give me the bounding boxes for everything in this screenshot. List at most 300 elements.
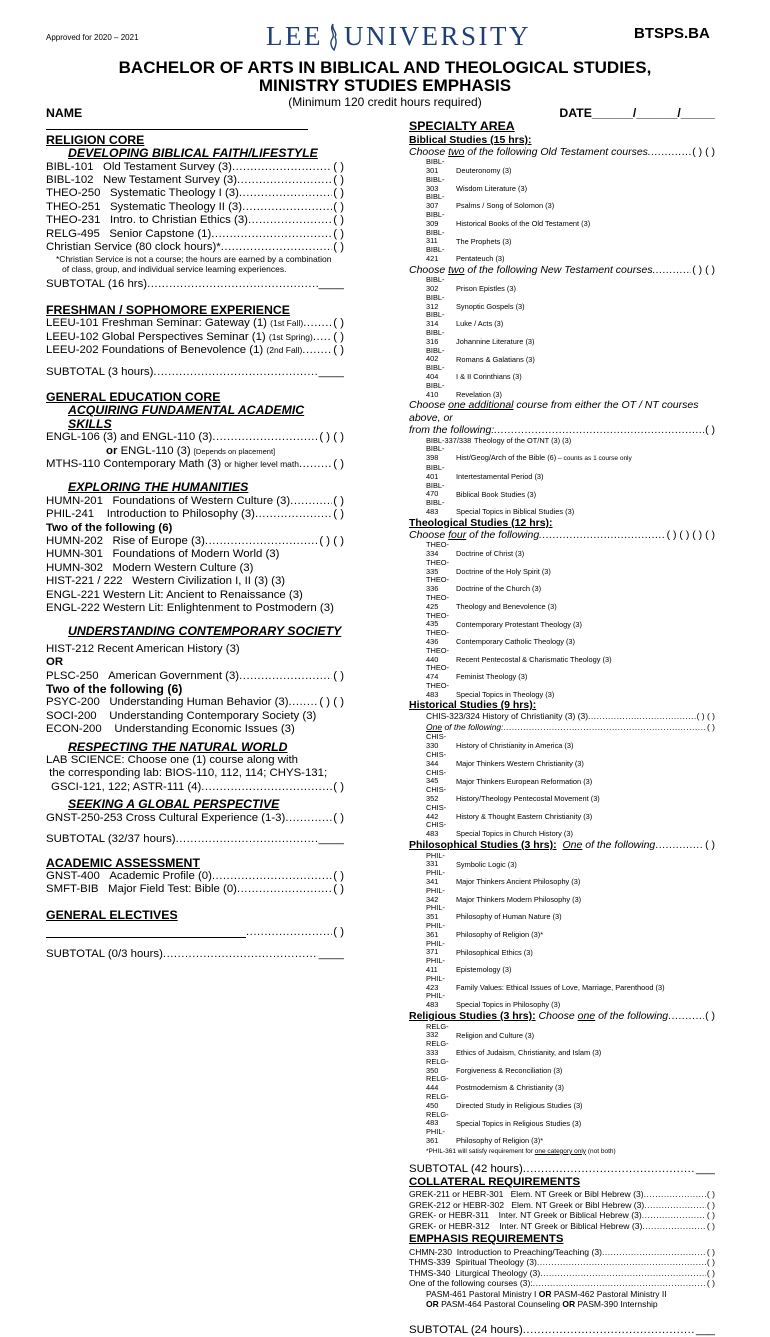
checkbox-slot: ( ) bbox=[706, 1278, 715, 1289]
course-title: The Prophets (3) bbox=[456, 236, 512, 246]
course-option bbox=[426, 804, 715, 822]
course-code: BIBL-303 bbox=[426, 174, 445, 193]
course-option bbox=[426, 329, 715, 347]
course-code: BIBL-398 bbox=[426, 444, 445, 463]
christian-service-note: *Christian Service is not a course; the hours are earned by a combination bbox=[56, 254, 332, 265]
course-title: Contemporary Protestant Theology (3) bbox=[456, 619, 582, 629]
course-row[interactable] bbox=[46, 174, 344, 187]
course-option bbox=[426, 311, 715, 329]
checkbox-slot: ( ) bbox=[706, 1220, 715, 1231]
course-row[interactable] bbox=[46, 214, 344, 227]
approval-note: Approved for 2020 – 2021 bbox=[46, 33, 139, 42]
course-option bbox=[426, 1111, 715, 1129]
course-option bbox=[426, 382, 715, 400]
course-label bbox=[46, 344, 302, 357]
ot-choose[interactable]: Choose two of the following Old Testament courses ..... ( ) ( ) bbox=[409, 146, 715, 158]
lab-line-2: the corresponding lab: BIOS-110, 112, 114; CHYS-131; bbox=[46, 767, 328, 780]
requirement-label: One of the following courses (3): bbox=[409, 1278, 533, 1289]
course-title: Deuteronomy (3) bbox=[456, 166, 512, 176]
course-label bbox=[46, 228, 211, 241]
humanities-option: ENGL-222 Western Lit: Enlightenment to Postmodern (3) bbox=[46, 602, 334, 614]
humanities-option: HUMN-302 Modern Western Culture (3) bbox=[46, 561, 254, 574]
humanities-option: ENGL-221 Western Lit: Ancient to Renaissance (3) bbox=[46, 588, 303, 601]
leader-dots bbox=[239, 187, 332, 200]
course-title: New Testament Survey (3) bbox=[103, 174, 237, 187]
semester-note: (1st Spring) bbox=[268, 331, 313, 342]
hist-req-row[interactable]: CHIS-323/324 History of Christianity (3) (3) ..... ( ) ( ) bbox=[409, 711, 715, 722]
course-title: Ethics of Judaism, Christianity, and Islam (3) bbox=[456, 1047, 602, 1057]
course-title: Theology of the OT/NT (3) (3) bbox=[474, 435, 572, 445]
or-label: OR bbox=[46, 656, 64, 669]
course-title: Recent Pentecostal & Charismatic Theology (3) bbox=[456, 654, 612, 664]
course-code: LEEU-102 bbox=[46, 330, 99, 343]
course-option bbox=[426, 922, 715, 940]
course-label bbox=[46, 187, 239, 200]
course-option bbox=[426, 612, 715, 630]
religion-core-subtotal[interactable]: SUBTOTAL (16 hrs) ..... ____ bbox=[46, 278, 344, 291]
course-note: – counts as 1 course only bbox=[556, 455, 632, 463]
course-label bbox=[46, 331, 313, 344]
hist-list bbox=[409, 733, 715, 839]
course-title: Special Topics in Church History (3) bbox=[456, 829, 573, 839]
course-option bbox=[426, 229, 715, 247]
course-row[interactable] bbox=[46, 161, 344, 174]
course-code: CHIS-442 bbox=[426, 802, 447, 821]
course-option bbox=[426, 499, 715, 517]
course-code: THEO-231 bbox=[46, 214, 101, 227]
checkbox-slot: ( ) bbox=[333, 241, 344, 254]
date-label: DATE bbox=[559, 106, 592, 120]
course-title: Foundations of Benevolence (1) bbox=[101, 344, 264, 357]
course-code: CHIS-344 bbox=[426, 750, 447, 768]
course-title: Historical Books of the Old Testament (3) bbox=[456, 218, 591, 228]
nt-choose[interactable]: Choose two of the following New Testament courses ..... ( ) ( ) bbox=[409, 264, 715, 276]
course-title: Philosophy of Religion (3)* bbox=[456, 929, 544, 939]
electives-subtotal[interactable]: SUBTOTAL (0/3 hours) ..... ____ bbox=[46, 948, 344, 961]
course-row[interactable] bbox=[46, 201, 344, 214]
course-option bbox=[426, 445, 715, 464]
name-label: NAME bbox=[46, 106, 83, 120]
course-code: PHIL-342 bbox=[426, 885, 445, 904]
course-option bbox=[426, 957, 715, 975]
leader-dots bbox=[302, 344, 332, 357]
course-option bbox=[426, 940, 715, 958]
ot-list bbox=[409, 158, 715, 264]
course-code: BIBL-470 bbox=[426, 480, 445, 499]
course-title: Postmodernism & Christianity (3) bbox=[456, 1083, 565, 1093]
specialty-subtotal[interactable]: SUBTOTAL (42 hours) ..... ___ bbox=[409, 1163, 715, 1176]
requirement-label: GREK-211 or HEBR-301 Elem. NT Greek or Bibl Hebrew (3) bbox=[409, 1189, 644, 1200]
course-option bbox=[426, 786, 715, 804]
course-option bbox=[426, 1023, 715, 1041]
course-label bbox=[46, 174, 237, 187]
course-label bbox=[46, 214, 248, 227]
humn201-row[interactable]: HUMN-201 Foundations of Western Culture (3) ..... ( ) bbox=[46, 495, 344, 508]
leader-dots bbox=[644, 1200, 706, 1211]
electives-heading: GENERAL ELECTIVES bbox=[46, 907, 178, 922]
philosophical-row[interactable]: Philosophical Studies (3 hrs): One of the following ..... ( ) bbox=[409, 839, 715, 852]
course-code: THEO-336 bbox=[426, 575, 449, 594]
soci200-row: SOCI-200 Understanding Contemporary Society (3) bbox=[46, 709, 317, 722]
requirement-row[interactable] bbox=[409, 1189, 715, 1200]
two-of-following: Two of the following (6) bbox=[46, 521, 173, 534]
course-title: Romans & Galatians (3) bbox=[456, 354, 535, 364]
leader-dots bbox=[644, 1189, 706, 1200]
course-code: BIBL-316 bbox=[426, 327, 445, 346]
checkbox-slot: ( ) bbox=[706, 1257, 715, 1268]
checkbox-slot: ( ) bbox=[706, 1210, 715, 1221]
checkbox-slot: ( ) bbox=[333, 214, 344, 227]
name-field[interactable] bbox=[46, 107, 344, 134]
page-title: BACHELOR OF ARTS IN BIBLICAL AND THEOLOGICAL STUDIES, bbox=[118, 58, 652, 77]
christian-service-note-2: of class, group, and individual service learning experiences. bbox=[62, 264, 287, 275]
requirement-row[interactable] bbox=[409, 1247, 715, 1258]
date-field[interactable]: DATE______/______/_____ bbox=[559, 106, 715, 120]
leader-dots bbox=[242, 201, 332, 214]
checkbox-slot: ( ) bbox=[333, 344, 344, 357]
plsc250-row[interactable]: PLSC-250 American Government (3) ..... ( ) bbox=[46, 670, 344, 683]
course-option bbox=[426, 193, 715, 211]
requirement-label: GREK-212 or HEBR-302 Elem. NT Greek or Bibl Hebrew (3) bbox=[409, 1199, 645, 1210]
course-option bbox=[426, 992, 715, 1010]
religion-core-list bbox=[46, 161, 344, 255]
leader-dots bbox=[642, 1221, 705, 1232]
course-option bbox=[426, 629, 715, 647]
natural-world-heading: RESPECTING THE NATURAL WORLD bbox=[68, 739, 288, 754]
checkbox-slot: ( ) bbox=[333, 227, 344, 240]
lab-line-1: LAB SCIENCE: Choose one (1) course along with bbox=[46, 754, 298, 767]
course-code: LEEU-202 bbox=[46, 344, 99, 357]
gened-heading: GENERAL EDUCATION CORE bbox=[46, 389, 221, 404]
course-title: Philosophy of Human Nature (3) bbox=[456, 912, 562, 922]
academic-list bbox=[46, 870, 344, 897]
course-option bbox=[426, 437, 715, 446]
course-option bbox=[426, 464, 715, 482]
emphasis-subtotal[interactable]: SUBTOTAL (24 hours) ..... ___ bbox=[409, 1324, 715, 1337]
requirement-label: GREK- or HEBR-312 Inter. NT Greek or Biblical Hebrew (3) bbox=[409, 1220, 643, 1231]
requirement-row[interactable] bbox=[409, 1200, 715, 1211]
course-title: Wisdom Literature (3) bbox=[456, 183, 528, 193]
theo-choose[interactable]: Choose four of the following ..... ( ) ( ) ( ) ( ) bbox=[409, 529, 715, 541]
checkbox-slot: ( ) bbox=[706, 1246, 715, 1257]
course-title: Special Topics in Philosophy (3) bbox=[456, 1000, 561, 1010]
course-code: PHIL-351 bbox=[426, 903, 445, 922]
humanities-heading: EXPLORING THE HUMANITIES bbox=[68, 480, 249, 495]
course-code: CHIS-483 bbox=[426, 820, 447, 839]
mths-row[interactable]: MTHS-110 Contemporary Math (3) or higher level math ..... ( ) bbox=[46, 458, 344, 471]
course-code: PHIL-361 bbox=[426, 921, 445, 939]
specialty-heading: SPECIALTY AREA bbox=[409, 119, 515, 134]
course-option bbox=[426, 733, 715, 751]
requirement-row[interactable] bbox=[409, 1221, 715, 1232]
course-title: Psalms / Song of Solomon (3) bbox=[456, 201, 555, 211]
course-code: BIBL-302 bbox=[426, 275, 445, 293]
skills-heading: ACQUIRING FUNDAMENTAL ACADEMIC SKILLS bbox=[68, 403, 305, 431]
checkbox-slot: ( ) bbox=[333, 174, 344, 187]
course-title: Doctrine of the Holy Spirit (3) bbox=[456, 566, 551, 576]
course-title: Family Values: Ethical Issues of Love, Marriage, Parenthood (3) bbox=[456, 982, 665, 992]
course-code: THEO-250 bbox=[46, 187, 101, 200]
course-code: BIBL-307 bbox=[426, 192, 445, 211]
historical-heading: Historical Studies (9 hrs): bbox=[409, 699, 537, 712]
course-code: BIBL-410 bbox=[426, 380, 445, 399]
course-option bbox=[426, 1075, 715, 1093]
course-title: Systematic Theology I (3) bbox=[109, 187, 239, 200]
course-title: Theology and Benevolence (3) bbox=[456, 601, 557, 611]
hist-one-row[interactable]: One of the following: ..... ( ) bbox=[409, 722, 715, 733]
course-code: BIBL-301 bbox=[426, 157, 445, 176]
two-of-following-2: Two of the following (6) bbox=[46, 682, 183, 697]
course-title: Epistemology (3) bbox=[456, 965, 512, 974]
course-title: Forgiveness & Reconciliation (3) bbox=[456, 1065, 563, 1075]
phil241-row[interactable]: PHIL-241 Introduction to Philosophy (3) ..... ( ) bbox=[46, 508, 344, 521]
leader-dots bbox=[232, 161, 332, 174]
course-code: CHIS-352 bbox=[426, 785, 447, 804]
requirement-label: THMS-339 Spiritual Theology (3) bbox=[409, 1257, 537, 1268]
gnst-row[interactable]: GNST-250-253 Cross Cultural Experience (1-3) ..... ( ) bbox=[46, 812, 344, 825]
course-title: Major Thinkers Modern Philosophy (3) bbox=[456, 894, 582, 904]
course-title: Philosophical Ethics (3) bbox=[456, 947, 533, 957]
course-code: BIBL-314 bbox=[426, 310, 445, 329]
course-title: Luke / Acts (3) bbox=[456, 319, 504, 329]
course-code: CHIS-345 bbox=[426, 767, 447, 786]
course-code: LEEU-101 bbox=[46, 317, 99, 330]
course-option bbox=[426, 751, 715, 769]
emphasis-list bbox=[409, 1247, 715, 1289]
checkbox-slot: ( ) bbox=[706, 1189, 715, 1200]
course-code: THEO-435 bbox=[426, 610, 449, 629]
logo-text-right: UNIVERSITY bbox=[343, 21, 531, 51]
course-option bbox=[426, 294, 715, 312]
right-column bbox=[409, 107, 715, 1337]
course-option bbox=[426, 246, 715, 264]
course-option bbox=[426, 1093, 715, 1111]
course-code: RELG-333 bbox=[426, 1039, 449, 1057]
checkbox-slot: ( ) bbox=[706, 1267, 715, 1278]
global-heading: SEEKING A GLOBAL PERSPECTIVE bbox=[68, 797, 280, 812]
course-code: CHIS-330 bbox=[426, 732, 447, 751]
leader-dots bbox=[237, 174, 332, 187]
leader-dots bbox=[221, 241, 333, 254]
course-code: Christian Service (80 clock hours)* bbox=[46, 241, 221, 254]
university-logo bbox=[266, 21, 531, 52]
course-code: BIBL-311 bbox=[426, 227, 445, 246]
course-title: Doctrine of Christ (3) bbox=[456, 548, 525, 558]
course-label bbox=[46, 870, 212, 883]
course-code: THEO-483 bbox=[426, 680, 449, 699]
course-title: Special Topics in Theology (3) bbox=[456, 689, 555, 699]
collateral-heading: COLLATERAL REQUIREMENTS bbox=[409, 1175, 581, 1188]
course-title: Prison Epistles (3) bbox=[456, 283, 516, 293]
course-option bbox=[426, 158, 715, 176]
course-title: History of Christianity in America (3) bbox=[456, 741, 574, 751]
course-code: BIBL-337/338 bbox=[426, 435, 472, 445]
humanities-option: HUMN-301 Foundations of Modern World (3) bbox=[46, 548, 280, 561]
course-code: BIBL-309 bbox=[426, 210, 445, 228]
course-title: Revelation (3) bbox=[456, 389, 503, 399]
engl-alt-row[interactable]: or ENGL-110 (3) [Depends on placement] bbox=[106, 444, 276, 457]
requirement-label: CHMN-230 Introduction to Preaching/Teaching (3) bbox=[409, 1246, 602, 1257]
course-option bbox=[426, 176, 715, 194]
course-label bbox=[46, 161, 232, 174]
course-code: RELG-350 bbox=[426, 1056, 449, 1075]
leader-dots bbox=[237, 883, 332, 896]
phil361-note: *PHIL-361 will satisfy requirement for one category only (not both) bbox=[426, 1147, 616, 1155]
course-title: Religion and Culture (3) bbox=[456, 1030, 535, 1040]
course-code: PHIL-341 bbox=[426, 868, 445, 887]
minimum-hours: (Minimum 120 credit hours required) bbox=[288, 95, 482, 109]
course-option bbox=[426, 347, 715, 365]
course-code: BIBL-404 bbox=[426, 363, 445, 381]
course-option bbox=[426, 1128, 715, 1146]
theological-heading: Theological Studies (12 hrs): bbox=[409, 516, 553, 529]
engl-row[interactable]: ENGL-106 (3) and ENGL-110 (3) ..... ( ) ( ) bbox=[46, 431, 344, 444]
checkbox-slot: ( ) bbox=[706, 1199, 715, 1210]
course-code: RELG-495 bbox=[46, 227, 100, 240]
course-option bbox=[426, 541, 715, 559]
freshman-list bbox=[46, 317, 344, 357]
requirement-row[interactable] bbox=[409, 1278, 715, 1289]
course-code: THEO-436 bbox=[426, 628, 449, 646]
course-title: Freshman Seminar: Gateway (1) bbox=[101, 317, 267, 330]
course-title: Special Topics in Religious Studies (3) bbox=[456, 1118, 582, 1128]
course-code: PHIL-483 bbox=[426, 991, 445, 1010]
course-title: History & Thought Eastern Christianity (3) bbox=[456, 811, 593, 821]
leader-dots bbox=[212, 870, 332, 883]
econ200-row: ECON-200 Understanding Economic Issues (3) bbox=[46, 723, 295, 736]
emphasis-heading: EMPHASIS REQUIREMENTS bbox=[409, 1233, 564, 1246]
hist212-row: HIST-212 Recent American History (3) bbox=[46, 642, 240, 655]
course-code: RELG-332 bbox=[426, 1021, 449, 1040]
checkbox-slot: ( ) bbox=[333, 317, 344, 330]
leader-dots bbox=[248, 214, 332, 227]
requirement-label: GREK- or HEBR-311 Inter. NT Greek or Biblical Hebrew (3) bbox=[409, 1210, 642, 1221]
course-option bbox=[426, 276, 715, 294]
leader-dots bbox=[540, 1268, 706, 1279]
humn202-row[interactable]: HUMN-202 Rise of Europe (3) ..... ( ) ( ) bbox=[46, 535, 344, 548]
course-code: THEO-474 bbox=[426, 663, 449, 682]
collateral-list bbox=[409, 1189, 715, 1231]
course-title: Old Testament Survey (3) bbox=[103, 160, 232, 173]
freshman-heading: FRESHMAN / SOPHOMORE EXPERIENCE bbox=[46, 302, 290, 317]
course-code: SMFT-BIB bbox=[46, 883, 99, 896]
course-title: Academic Profile (0) bbox=[109, 869, 212, 882]
requirement-row[interactable] bbox=[409, 1268, 715, 1279]
course-label bbox=[46, 883, 237, 896]
course-row[interactable] bbox=[46, 870, 344, 883]
additional-line-2[interactable]: from the following: ..... ( ) bbox=[409, 424, 715, 436]
course-title: Special Topics in Biblical Studies (3) bbox=[456, 506, 575, 516]
course-row[interactable] bbox=[46, 317, 344, 330]
course-title: Global Perspectives Seminar (1) bbox=[101, 330, 266, 343]
religious-row[interactable]: Religious Studies (3 hrs): Choose one of the following ..... ( ) bbox=[409, 1010, 715, 1023]
leader-dots bbox=[602, 1247, 706, 1258]
course-option bbox=[426, 559, 715, 577]
course-title: Major Thinkers Western Christianity (3) bbox=[456, 758, 584, 768]
course-option bbox=[426, 1040, 715, 1058]
psyc200-row[interactable]: PSYC-200 Understanding Human Behavior (3) ..... ( ) ( ) bbox=[46, 696, 344, 709]
course-title: Intro. to Christian Ethics (3) bbox=[109, 214, 248, 227]
course-code: BIBL-102 bbox=[46, 174, 94, 187]
course-code: PHIL-331 bbox=[426, 850, 445, 869]
course-option bbox=[426, 887, 715, 905]
semester-note: (2nd Fall) bbox=[266, 345, 303, 356]
left-column bbox=[46, 107, 344, 961]
pasm-line-2: OR PASM-464 Pastoral Counseling OR PASM-390 Internship bbox=[426, 1299, 658, 1310]
course-label bbox=[46, 317, 303, 330]
leader-dots bbox=[537, 1257, 706, 1268]
course-title: Johannine Literature (3) bbox=[456, 336, 535, 346]
requirement-row[interactable] bbox=[409, 1257, 715, 1268]
course-option bbox=[426, 482, 715, 500]
course-title: Pentateuch (3) bbox=[456, 253, 505, 263]
leader-dots bbox=[303, 317, 332, 330]
gened-subtotal[interactable]: SUBTOTAL (32/37 hours) ..... ____ bbox=[46, 833, 344, 846]
rel-list bbox=[409, 1023, 715, 1146]
course-title: Philosophy of Religion (3)* bbox=[456, 1135, 544, 1145]
course-row[interactable] bbox=[46, 344, 344, 357]
checkbox-slot: ( ) bbox=[333, 187, 344, 200]
course-code: RELG-483 bbox=[426, 1109, 449, 1128]
freshman-subtotal[interactable]: SUBTOTAL (3 hours) ..... ____ bbox=[46, 366, 344, 379]
course-code: PHIL-411 bbox=[426, 956, 445, 974]
course-option bbox=[426, 364, 715, 382]
religion-core-sub: DEVELOPING BIBLICAL FAITH/LIFESTYLE bbox=[68, 146, 318, 161]
checkbox-slot: ( ) bbox=[333, 160, 344, 173]
course-option bbox=[426, 647, 715, 665]
flame-icon bbox=[327, 23, 339, 51]
course-option bbox=[426, 975, 715, 993]
course-row[interactable] bbox=[46, 187, 344, 200]
course-code: BIBL-401 bbox=[426, 462, 445, 481]
program-code: BTSPS.BA bbox=[634, 25, 710, 42]
theo-list bbox=[409, 541, 715, 699]
course-code: THEO-335 bbox=[426, 557, 449, 576]
course-title: Feminist Theology (3) bbox=[456, 672, 528, 682]
pasm-line-1: PASM-461 Pastoral Ministry I OR PASM-462 Pastoral Ministry II bbox=[426, 1288, 667, 1299]
semester-note: (1st Fall) bbox=[270, 318, 304, 329]
course-title: Biblical Book Studies (3) bbox=[456, 489, 537, 499]
course-row[interactable] bbox=[46, 241, 344, 254]
society-heading: UNDERSTANDING CONTEMPORARY SOCIETY bbox=[68, 624, 342, 639]
course-label bbox=[46, 201, 242, 214]
course-option bbox=[426, 1058, 715, 1076]
elective-row[interactable]: ..... ( ) bbox=[46, 926, 344, 939]
biblical-heading: Biblical Studies (15 hrs): bbox=[409, 133, 532, 146]
course-code: GNST-400 bbox=[46, 869, 100, 882]
requirement-row[interactable] bbox=[409, 1210, 715, 1221]
course-code: PHIL-371 bbox=[426, 938, 445, 957]
course-option bbox=[426, 682, 715, 700]
religion-core-heading: RELIGION CORE bbox=[46, 132, 145, 147]
nt-list bbox=[409, 276, 715, 399]
checkbox-slot: ( ) bbox=[333, 330, 344, 343]
lab-line-3[interactable]: GSCI-121, 122; ASTR-111 (4) ..... ( ) bbox=[46, 781, 344, 794]
course-row[interactable] bbox=[46, 883, 344, 896]
course-row[interactable] bbox=[46, 228, 344, 241]
page-subtitle: MINISTRY STUDIES EMPHASIS bbox=[258, 76, 512, 95]
requirement-label: THMS-340 Liturgical Theology (3) bbox=[409, 1267, 541, 1278]
course-code: PHIL-423 bbox=[426, 973, 445, 992]
logo-text-left: LEE bbox=[266, 21, 323, 51]
leader-dots bbox=[533, 1278, 706, 1289]
course-row[interactable] bbox=[46, 331, 344, 344]
course-option bbox=[426, 821, 715, 839]
leader-dots bbox=[211, 228, 332, 241]
course-code: THEO-251 bbox=[46, 200, 101, 213]
course-code: PHIL-361 bbox=[426, 1127, 445, 1145]
course-label bbox=[46, 241, 221, 254]
